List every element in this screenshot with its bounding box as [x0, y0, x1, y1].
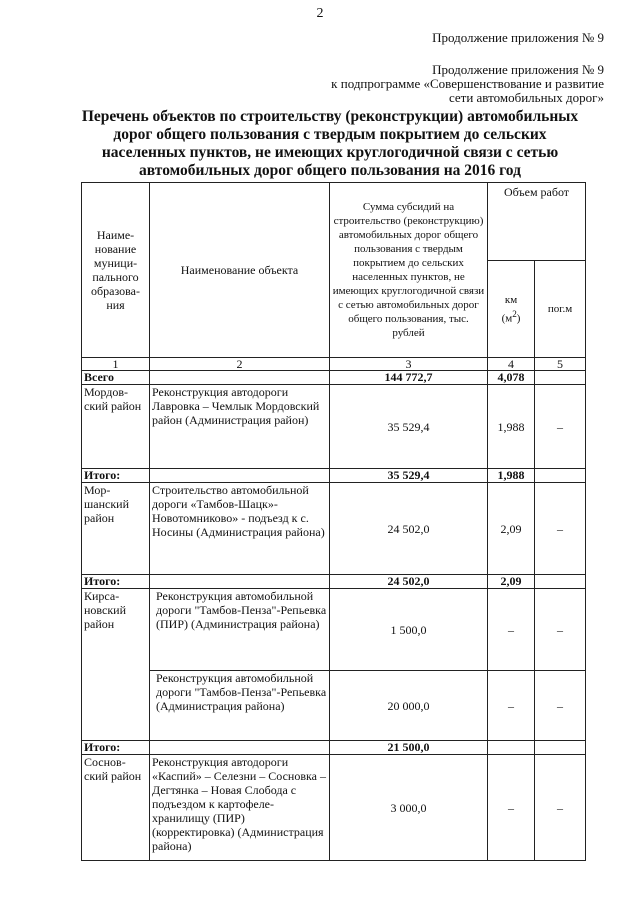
- sum-cell: 24 502,0: [330, 483, 488, 575]
- pog-cell: –: [535, 671, 586, 741]
- subtotal-km: 2,09: [488, 575, 535, 589]
- pog-cell: –: [535, 483, 586, 575]
- col-number: 2: [150, 358, 330, 371]
- sum-cell: 3 000,0: [330, 755, 488, 861]
- pog-cell: –: [535, 589, 586, 671]
- subtotal-row: [82, 469, 586, 483]
- col-number: 5: [535, 358, 586, 371]
- subtotal-label: Итого:: [82, 575, 150, 589]
- subtotal-label: Итого:: [82, 469, 150, 483]
- title-line: автомобильных дорог общего пользования на 2016 год: [139, 162, 521, 179]
- empty-cell: [150, 575, 330, 589]
- table-row: [82, 755, 586, 861]
- grand-total-km: 4,078: [488, 371, 535, 385]
- empty-cell: [535, 741, 586, 755]
- object-cell: Реконструкция автодороги «Каспий» – Селезни – Сосновка – Дегтянка – Новая Слобода с подъездом к картофеле-хранилищу (ПИР) (корректировка) (Администрация района): [150, 755, 330, 861]
- object-cell: Реконструкция автомобильной дороги "Тамбов-Пенза"-Репьевка (ПИР) (Администрация района): [150, 589, 330, 671]
- empty-cell: [150, 469, 330, 483]
- km-cell: –: [488, 671, 535, 741]
- grand-total-label: Всего: [82, 371, 150, 385]
- table-row: [82, 483, 586, 575]
- header-work-volume: Объем работ: [488, 183, 586, 261]
- empty-cell: [535, 371, 586, 385]
- page-number: 2: [316, 6, 324, 21]
- header-km: км $(м^2)$: [488, 261, 535, 358]
- pog-cell: –: [535, 755, 586, 861]
- subtotal-km: 1,988: [488, 469, 535, 483]
- title-line: населенных пунктов, не имеющих круглогодичной связи с сетью: [101, 144, 559, 161]
- subtotal-row: [82, 575, 586, 589]
- title-line: Перечень объектов по строительству (реконструкции) автомобильных: [81, 108, 579, 125]
- col-number: 1: [82, 358, 150, 371]
- header-subsidy: Сумма субсидий на строительство (реконструкцию) автомобильных дорог общего пользования с твердым покрытием до сельских населенных пунктов, не имеющих круглогодичной связи с сетью автомобильных дорог общего пользования, тыс. рублей: [330, 183, 488, 358]
- object-cell: Строительство автомобильной дороги «Тамбов-Шацк»-Новотомниково» - подъезд к с. Носины (Администрация района): [150, 483, 330, 575]
- header-pog: пог.м: [535, 261, 586, 358]
- continuation-line: Продолжение приложения № 9: [432, 62, 604, 77]
- object-cell: Реконструкция автомобильной дороги "Тамбов-Пенза"-Репьевка (Администрация района): [150, 671, 330, 741]
- km-cell: 2,09: [488, 483, 535, 575]
- title-line: дорог общего пользования с твердым покрытием до сельских: [113, 126, 547, 143]
- pog-cell: –: [535, 385, 586, 469]
- empty-cell: [488, 741, 535, 755]
- table-row: [82, 589, 586, 671]
- sum-cell: 35 529,4: [330, 385, 488, 469]
- table-row: [82, 385, 586, 469]
- subtotal-sum: 24 502,0: [330, 575, 488, 589]
- grand-total-sum: 144 772,7: [330, 371, 488, 385]
- km-cell: 1,988: [488, 385, 535, 469]
- empty-cell: [535, 575, 586, 589]
- empty-cell: [150, 371, 330, 385]
- header-object: Наименование объекта: [150, 183, 330, 358]
- km-cell: –: [488, 589, 535, 671]
- municipality-cell: Мордов-ский район: [82, 385, 150, 469]
- col-number: 4: [488, 358, 535, 371]
- sum-cell: 1 500,0: [330, 589, 488, 671]
- continuation-line: сети автомобильных дорог»: [448, 90, 604, 105]
- object-cell: Реконструкция автодороги Лавровка – Чемлык Мордовский район (Администрация район): [150, 385, 330, 469]
- municipality-cell: Соснов-ский район: [82, 755, 150, 861]
- subtotal-sum: 35 529,4: [330, 469, 488, 483]
- subtotal-label: Итого:: [82, 741, 150, 755]
- subtotal-row: [82, 741, 586, 755]
- continuation-block: [331, 63, 604, 105]
- empty-cell: [535, 469, 586, 483]
- km-cell: –: [488, 755, 535, 861]
- subtotal-sum: 21 500,0: [330, 741, 488, 755]
- continuation-line: к подпрограмме «Совершенствование и развитие: [331, 76, 604, 91]
- sum-cell: 20 000,0: [330, 671, 488, 741]
- continuation-note: Продолжение приложения № 9: [432, 30, 604, 45]
- header-municipality: Наиме-нование муници-пального образова-ния: [82, 183, 150, 358]
- objects-table: [81, 182, 586, 861]
- table-row: [82, 671, 586, 741]
- municipality-cell: Мор-шанский район: [82, 483, 150, 575]
- empty-cell: [150, 741, 330, 755]
- municipality-cell: Кирса-новский район: [82, 589, 150, 741]
- col-number: 3: [330, 358, 488, 371]
- document-title: [60, 108, 600, 180]
